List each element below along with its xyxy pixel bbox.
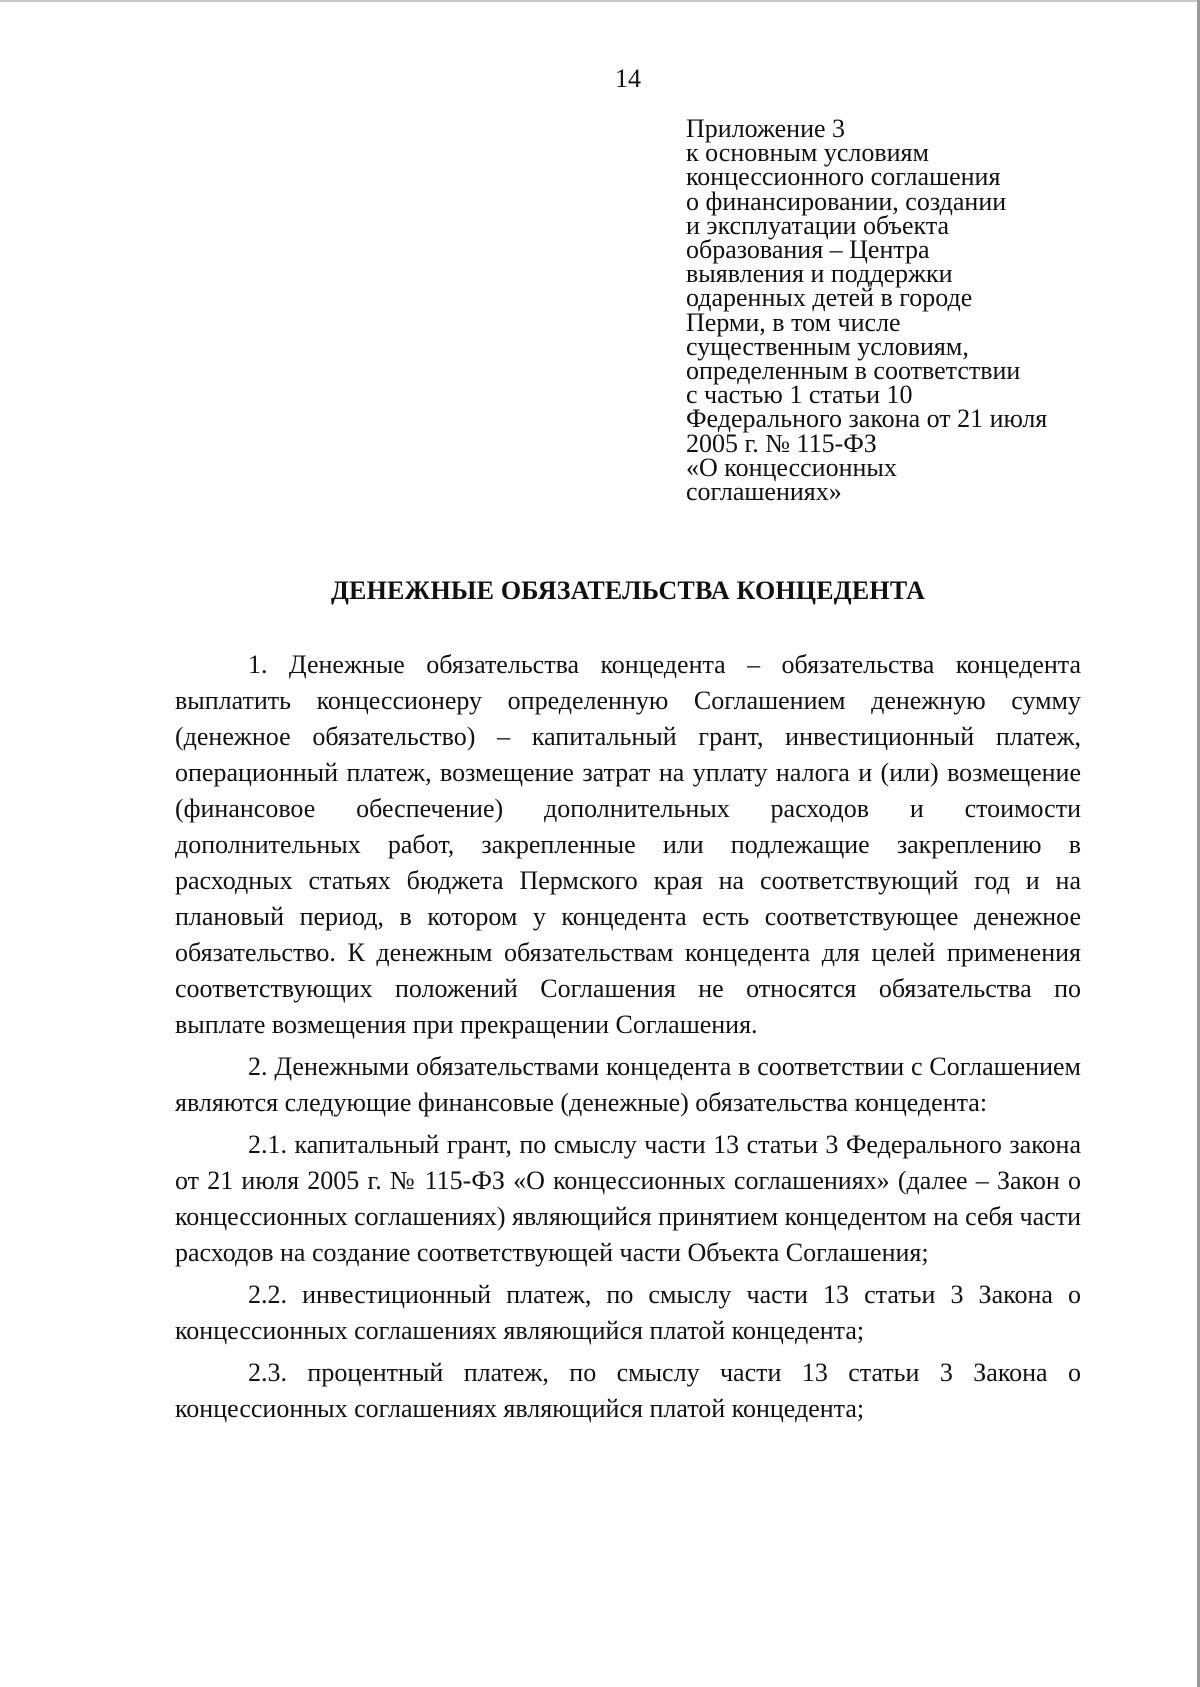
appendix-line: определенным в соответствии [686,356,1021,386]
paragraph-1: 1. Денежные обязательства концедента – обязательства концедента выплатить концессионеру определенную Соглашением денежную сумму (денежное обязательство) – капитальный грант, инвестиционный платеж, операционный платеж, возмещение затрат на уплату налога и (или) возмещение (финансовое обеспечение) дополнительных расходов и стоимости дополнительных работ, закрепленные или подлежащие закреплению в расходных статьях бюджета Пермского края на соответствующий год и на плановый период, в котором у концедента есть соответствующее денежное обязательство. К денежным обязательствам концедента для целей применения соответствующих положений Соглашения не относятся обязательства по выплате возмещения при прекращении Соглашения. [175,650,1081,1039]
appendix-line: Перми, в том числе [686,307,901,337]
appendix-line: о финансировании, создании [686,186,1007,216]
paragraph-2-1: 2.1. капитальный грант, по смыслу части 13 статьи 3 Федерального закона от 21 июля 2005 г. № 115-ФЗ «О концессионных соглашениях» (далее – Закон о концессионных соглашениях) являющийся принятием концедентом на себя части расходов на создание соответствующей части Объекта Соглашения; [175,1130,1081,1267]
document-body [175,647,1081,1427]
appendix-line: и эксплуатации объекта [686,210,950,240]
appendix-line: 2005 г. № 115-ФЗ [686,428,877,458]
appendix-line: соглашениях» [686,477,842,507]
appendix-line: с частью 1 статьи 10 [686,380,913,410]
appendix-line: концессионного соглашения [686,162,1001,192]
scan-edge-top [0,0,1200,2]
appendix-line: выявления и поддержки [686,259,953,289]
appendix-line: «О концессионных [686,452,897,482]
appendix-line: Приложение 3 [686,114,846,143]
appendix-line: Федерального закона от 21 июля [686,404,1048,434]
paragraph-2: 2. Денежными обязательствами концедента в соответствии с Соглашением являются следующие финансовые (денежные) обязательства концедента: [175,1052,1081,1117]
document-title: ДЕНЕЖНЫЕ ОБЯЗАТЕЛЬСТВА КОНЦЕДЕНТА [330,576,926,605]
page-number: 14 [615,64,641,93]
paragraph-2-3: 2.3. процентный платеж, по смыслу части 13 статьи 3 Закона о концессионных соглашениях являющийся платой концедента; [175,1358,1081,1423]
appendix-line: существенным условиям, [686,331,969,361]
appendix-line: образования – Центра [686,235,930,265]
paragraph-2-2: 2.2. инвестиционный платеж, по смыслу части 13 статьи 3 Закона о концессионных соглашениях являющийся платой концедента; [175,1280,1081,1345]
appendix-line: одаренных детей в городе [686,283,973,313]
appendix-header [686,114,1106,507]
appendix-line: к основным условиям [686,138,929,168]
